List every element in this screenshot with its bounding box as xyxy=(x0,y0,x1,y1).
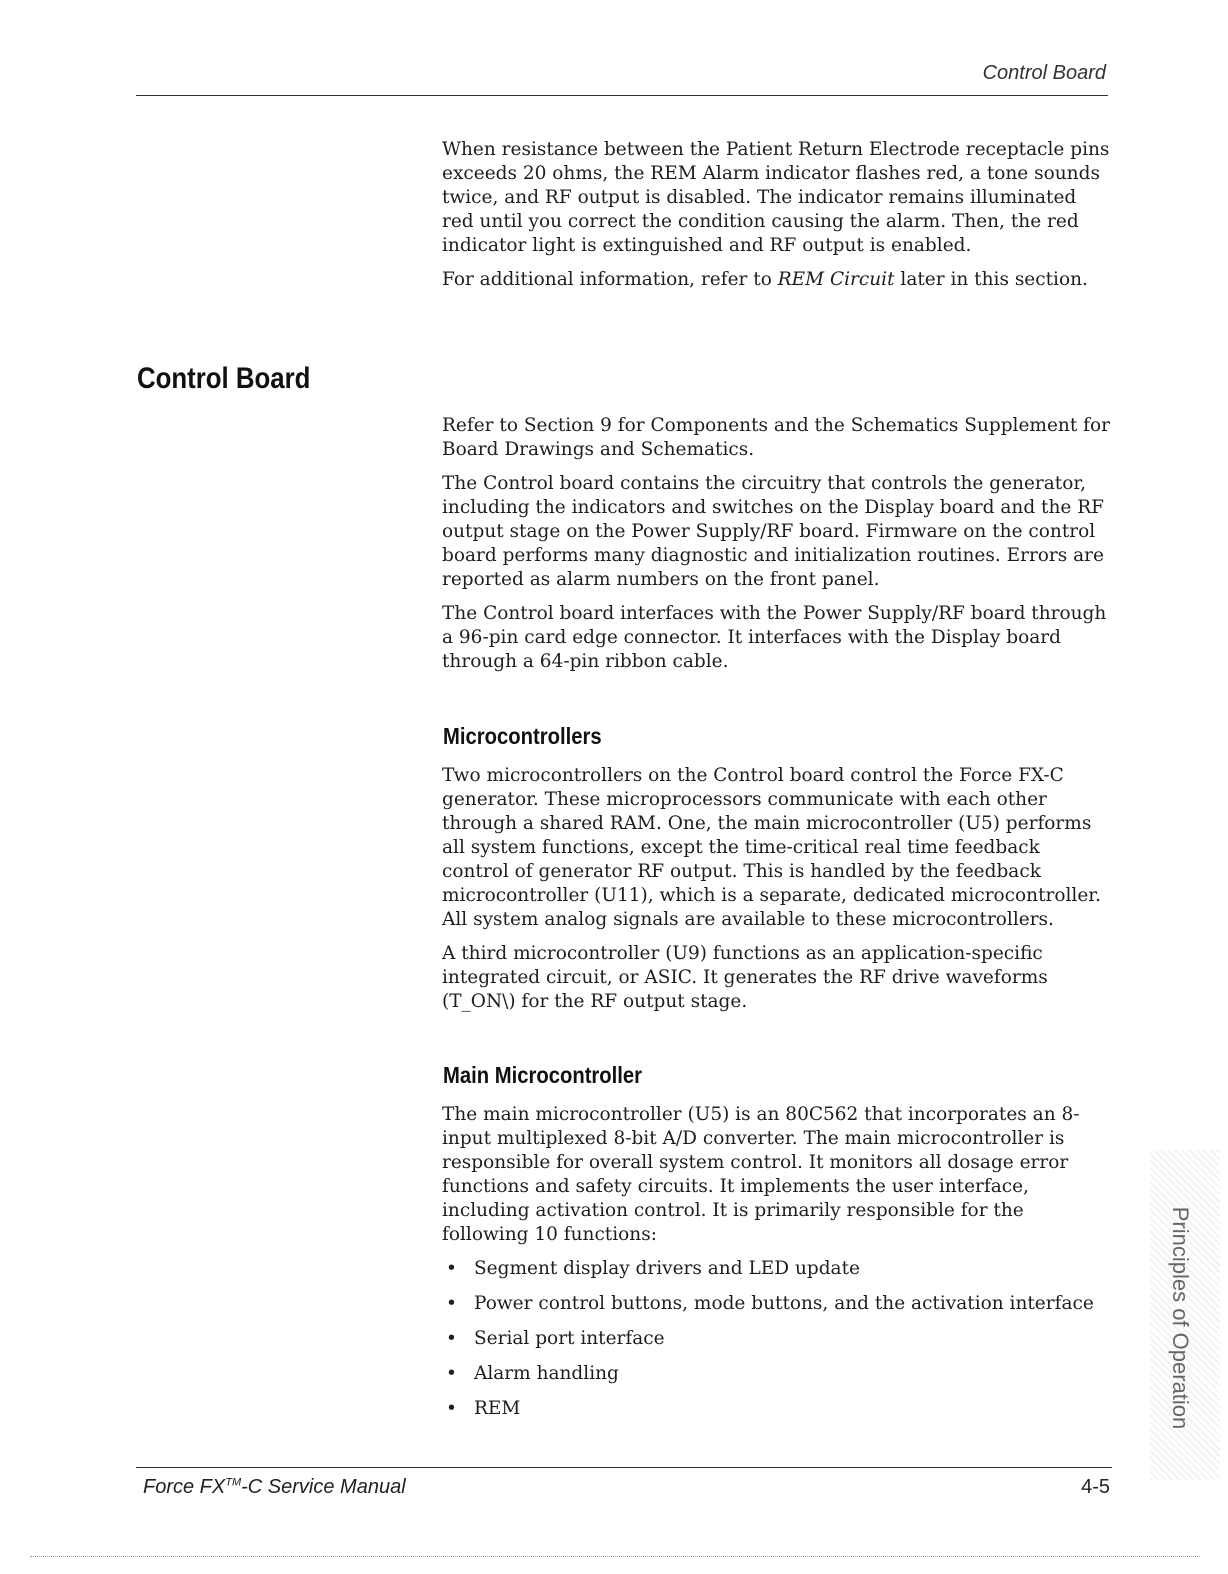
intro-paragraph-1: When resistance between the Patient Return Electrode receptacle pins exceeds 20 ohms, the REM Alarm indicator flashes red, a tone sounds twice, and RF output is disabled. The indicator remains illuminated red until you correct the condition causing the alarm. Then, the red indicator light is extinguished and RF output is enabled. xyxy=(442,139,1110,256)
body-paragraph: The Control board contains the circuitry that controls the generator, including the indicators and switches on the Display board and the RF output stage on the Power Supply/RF board. Firmware on the control board performs many diagnostic and initialization routines. Errors are reported as alarm numbers on the front panel. xyxy=(442,473,1104,590)
body-paragraph: The main microcontroller (U5) is an 80C562 that incorporates an 8-input multiplexed 8-bit A/D converter. The main microcontroller is responsible for overall system control. It monitors all dosage error functions and safety circuits. It implements the user interface, including activation control. It is primarily responsible for the following 10 functions: xyxy=(442,1104,1080,1245)
microcontrollers-heading: Microcontrollers xyxy=(443,723,602,749)
intro-block xyxy=(442,138,1110,302)
rem-circuit-reference: REM Circuit xyxy=(777,269,895,290)
section-title: Control Board xyxy=(137,362,311,395)
body-paragraph: Two microcontrollers on the Control board control the Force FX-C generator. These microprocessors communicate with each other through a shared RAM. One, the main microcontroller (U5) performs all system functions, except the time-critical real time feedback control of generator RF output. This is handled by the feedback microcontroller (U11), which is a separate, dedicated microcontroller. All system analog signals are available to these microcontrollers. xyxy=(442,765,1101,930)
control-board-body xyxy=(442,414,1110,684)
bullet-icon: • xyxy=(446,1293,457,1314)
header-rule xyxy=(136,95,1108,96)
microcontrollers-body xyxy=(442,764,1110,1024)
intro-paragraph-2: For additional information, refer to REM Circuit later in this section. xyxy=(442,269,1088,290)
bullet-icon: • xyxy=(446,1363,457,1384)
footer-manual-title: Force FX™-C Service Manual xyxy=(143,1476,406,1498)
body-paragraph: A third microcontroller (U9) functions as an application-specific integrated circuit, or ASIC. It generates the RF drive waveforms (T_ON\) for the RF output stage. xyxy=(442,943,1048,1012)
list-item: • Alarm handling xyxy=(442,1356,1110,1391)
list-item: • Power control buttons, mode buttons, and the activation interface xyxy=(442,1286,1110,1321)
running-head-title: Control Board xyxy=(982,62,1106,84)
page-number: 4-5 xyxy=(1081,1476,1110,1498)
bullet-icon: • xyxy=(446,1258,457,1279)
list-item: • REM xyxy=(442,1391,1110,1426)
list-item: • Serial port interface xyxy=(442,1321,1110,1356)
main-microcontroller-body xyxy=(442,1103,1110,1426)
list-item: • Segment display drivers and LED update xyxy=(442,1251,1110,1286)
footer-rule xyxy=(136,1467,1112,1468)
function-list xyxy=(442,1251,1110,1426)
body-paragraph: The Control board interfaces with the Power Supply/RF board through a 96-pin card edge connector. It interfaces with the Display board through a 64-pin ribbon cable. xyxy=(442,603,1107,672)
side-tab-label: Principles of Operation xyxy=(1168,1206,1193,1430)
body-paragraph: Refer to Section 9 for Components and the Schematics Supplement for Board Drawings and Schematics. xyxy=(442,415,1110,460)
bullet-icon: • xyxy=(446,1398,457,1419)
main-microcontroller-heading: Main Microcontroller xyxy=(443,1062,643,1088)
scan-edge-divider xyxy=(30,1556,1200,1557)
bullet-icon: • xyxy=(446,1328,457,1349)
